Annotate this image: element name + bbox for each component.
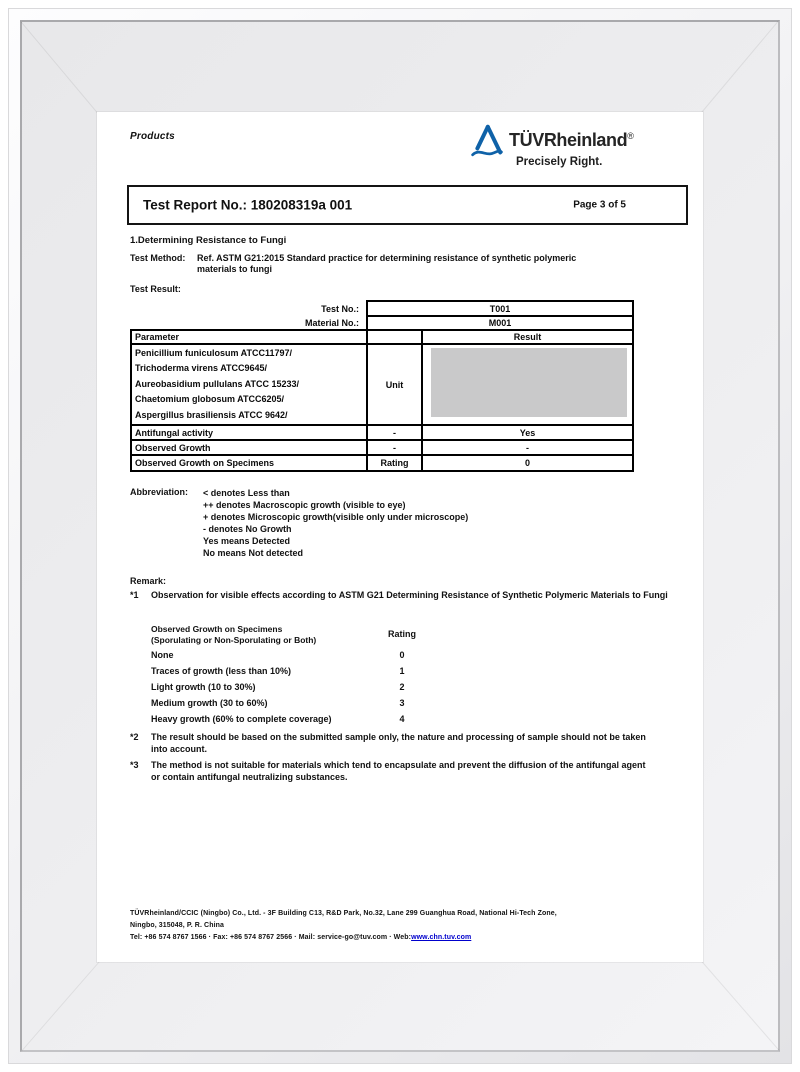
- abbreviation-line: No means Not detected: [203, 548, 304, 558]
- test-no-label-cell: Test No.:: [321, 303, 359, 314]
- abbreviation-line: < denotes Less than: [203, 488, 290, 498]
- parameter-cell: Antifungal activity: [131, 425, 367, 440]
- remark-label: Remark:: [130, 576, 167, 586]
- remark-text: The result should be based on the submitted sample only, the nature and processing of sample should not be taken into account.: [151, 732, 646, 754]
- rating-row-value: 2: [399, 682, 405, 692]
- organism-line: Aspergillus brasiliensis ATCC 9642/: [135, 409, 288, 420]
- page-indicator: Page 3 of 5: [573, 199, 626, 211]
- remark-marker: *3: [130, 760, 139, 770]
- material-no-value-cell: M001: [367, 316, 633, 330]
- unit-cell: -: [367, 440, 422, 455]
- organism-line: Aureobasidium pullulans ATCC 15233/: [135, 378, 300, 389]
- rating-row: [151, 666, 481, 676]
- report-number-title: Test Report No.: 180208319a 001: [143, 197, 353, 213]
- table-header-row: [131, 330, 633, 344]
- rating-table-header-line: Observed Growth on Specimens: [151, 624, 283, 634]
- abbreviation-label: Abbreviation:: [130, 487, 189, 497]
- rating-row: [151, 682, 481, 692]
- unit-cell: Rating: [367, 455, 422, 471]
- footer-block: [130, 908, 557, 944]
- organisms-result-cell: [422, 344, 633, 425]
- remark-marker: *2: [130, 732, 139, 742]
- footer-address-line2: Ningbo, 315048, P. R. China: [130, 922, 224, 929]
- section-heading: 1.Determining Resistance to Fungi: [130, 235, 287, 246]
- table-row: [131, 440, 633, 455]
- redacted-result-box: [431, 348, 627, 417]
- organisms-unit-cell: Unit: [367, 344, 422, 425]
- rating-table-header-rating: Rating: [388, 629, 416, 639]
- tuv-brand-wordmark: [509, 130, 633, 151]
- rating-row-label: Traces of growth (less than 10%): [151, 666, 292, 676]
- table-row: [131, 301, 633, 316]
- test-report-page: [97, 112, 703, 962]
- rating-row-label: Medium growth (30 to 60%): [151, 698, 268, 708]
- material-no-label-cell: Material No.:: [304, 317, 359, 328]
- abbreviation-line: Yes means Detected: [203, 536, 291, 546]
- organism-line: Trichoderma virens ATCC9645/: [135, 363, 268, 374]
- result-cell: 0: [422, 455, 633, 471]
- organism-line: Chaetomium globosum ATCC6205/: [135, 394, 285, 405]
- rating-table-header-left: [151, 624, 316, 646]
- report-number-bar: [127, 185, 688, 225]
- rating-table-header-line: (Sporulating or Non-Sporulating or Both): [151, 635, 317, 645]
- result-cell: Yes: [422, 425, 633, 440]
- table-row: [131, 316, 633, 330]
- rating-row-value: 4: [399, 714, 405, 724]
- table-row: [131, 425, 633, 440]
- rating-row-label: Light growth (10 to 30%): [151, 682, 256, 692]
- abbreviation-list: [203, 487, 468, 559]
- result-cell: -: [422, 440, 633, 455]
- rating-row: [151, 698, 481, 708]
- parameter-cell: Observed Growth: [131, 440, 367, 455]
- test-method-value: Ref. ASTM G21:2015 Standard practice for determining resistance of synthetic polymeric materials to fungi: [197, 253, 577, 274]
- brand-rheinland: Rheinland: [543, 130, 628, 150]
- footer-address-line1: TÜVRheinland/CCIC (Ningbo) Co., Ltd. - 3F Building C13, R&D Park, No.32, Lane 299 Guanghua Road, National Hi-Tech Zone,: [130, 910, 557, 917]
- rating-row: [151, 714, 481, 724]
- tuv-triangle-logo-icon: [471, 122, 503, 162]
- table-row: [131, 455, 633, 471]
- test-no-value-cell: T001: [367, 301, 633, 316]
- remark-text: Observation for visible effects according to ASTM G21 Determining Resistance of Synthetic Polymeric Materials to Fungi: [151, 590, 668, 600]
- organisms-parameter-cell: [131, 344, 367, 425]
- brand-tagline: Precisely Right.: [516, 156, 603, 168]
- products-label: Products: [130, 131, 175, 142]
- rating-row-label: None: [151, 650, 174, 660]
- table-row-organisms: [131, 344, 633, 425]
- unit-header-spacer-cell: [367, 330, 422, 344]
- organism-line: Penicillium funiculosum ATCC11797/: [135, 348, 293, 358]
- unit-cell: -: [367, 425, 422, 440]
- parameter-header-cell: Parameter: [131, 330, 367, 344]
- footer-web-link[interactable]: www.chn.tuv.com: [411, 934, 472, 941]
- brand-tuv: TÜV: [509, 130, 544, 150]
- rating-row-value: 0: [399, 650, 405, 660]
- test-method-label: Test Method:: [130, 253, 186, 263]
- rating-row-value: 1: [399, 666, 405, 676]
- footer-contact-text: Tel: +86 574 8767 1566 · Fax: +86 574 8767 2566 · Mail: service-go@tuv.com · Web:: [130, 934, 412, 941]
- abbreviation-line: + denotes Microscopic growth(visible only under microscope): [203, 512, 469, 522]
- registered-mark: ®: [627, 131, 634, 141]
- footer-contact-line: [130, 932, 557, 944]
- test-result-label: Test Result:: [130, 284, 181, 294]
- abbreviation-line: ++ denotes Macroscopic growth (visible to eye): [203, 500, 406, 510]
- result-header-cell: Result: [422, 330, 633, 344]
- remark-text: The method is not suitable for materials which tend to encapsulate and prevent the diffusion of the antifungal agent or contain antifungal neutralizing substances.: [151, 760, 646, 782]
- rating-row-label: Heavy growth (60% to complete coverage): [151, 714, 332, 724]
- result-table: [130, 300, 634, 472]
- rating-row-value: 3: [399, 698, 405, 708]
- parameter-cell: Observed Growth on Specimens: [131, 455, 367, 471]
- remark-marker: *1: [130, 590, 139, 600]
- rating-row: [151, 650, 481, 660]
- abbreviation-line: - denotes No Growth: [203, 524, 292, 534]
